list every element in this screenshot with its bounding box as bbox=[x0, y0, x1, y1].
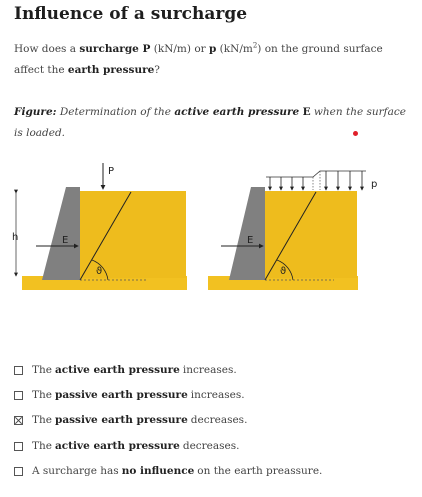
angle-label-right: ϑ bbox=[280, 266, 287, 277]
option-text-pre: The bbox=[32, 389, 52, 401]
option-text-post: decreases. bbox=[190, 414, 248, 426]
distributed-load-line bbox=[266, 171, 366, 177]
caption-label: Figure: bbox=[14, 106, 57, 118]
option-text-post: on the earth preassure. bbox=[197, 465, 323, 477]
caption-part: Determination of the bbox=[56, 106, 175, 118]
angle-label-left: ϑ bbox=[96, 266, 103, 277]
option-checkbox[interactable] bbox=[14, 467, 23, 476]
diagram-surcharge-P bbox=[12, 163, 187, 290]
height-label: h bbox=[12, 232, 19, 243]
option-text-pre: A surcharge has bbox=[32, 465, 119, 477]
question-part: (kN/m) or bbox=[150, 43, 209, 55]
caption-bold-active: active earth pressure bbox=[174, 106, 300, 118]
force-label-right: E bbox=[247, 235, 254, 246]
option-text-pre: The bbox=[32, 364, 52, 376]
answer-option[interactable] bbox=[14, 362, 237, 378]
question-bold-p: p bbox=[209, 43, 217, 55]
caption-part: when the surface is loaded. bbox=[14, 106, 406, 139]
retaining-wall-left bbox=[42, 187, 80, 280]
question-bold-earth-pressure: earth pressure bbox=[67, 64, 155, 76]
page-title: Influence of a surcharge bbox=[14, 4, 248, 24]
option-text-post: increases. bbox=[190, 389, 245, 401]
option-text-bold: no influence bbox=[121, 465, 195, 477]
option-checkbox[interactable] bbox=[14, 366, 23, 375]
option-text-bold: active earth pressure bbox=[54, 364, 180, 376]
option-checkbox[interactable] bbox=[14, 391, 23, 400]
question-text bbox=[14, 39, 414, 81]
soil-right bbox=[265, 191, 357, 278]
question-part: (kN/m bbox=[216, 43, 253, 55]
distributed-load-label: p bbox=[371, 179, 378, 190]
diagram-surcharge-p bbox=[208, 171, 377, 290]
answer-option[interactable] bbox=[14, 463, 322, 479]
question-part: ? bbox=[154, 64, 160, 76]
red-dot-marker bbox=[353, 131, 358, 136]
option-checkbox[interactable] bbox=[14, 416, 23, 425]
answer-option[interactable] bbox=[14, 412, 247, 428]
option-text-bold: active earth pressure bbox=[54, 440, 180, 452]
question-superscript: 2 bbox=[252, 41, 258, 50]
caption-bold-e: E bbox=[302, 106, 311, 118]
soil-left bbox=[80, 191, 186, 278]
point-load-label: P bbox=[108, 166, 115, 177]
option-checkbox[interactable] bbox=[14, 442, 23, 451]
question-bold-surcharge: surcharge P bbox=[79, 43, 151, 55]
option-text-pre: The bbox=[32, 414, 52, 426]
option-text-post: increases. bbox=[182, 364, 237, 376]
option-text-bold: passive earth pressure bbox=[54, 414, 188, 426]
retaining-wall-right bbox=[229, 187, 265, 280]
option-text-pre: The bbox=[32, 440, 52, 452]
force-label-left: E bbox=[62, 235, 69, 246]
figure-caption bbox=[14, 102, 414, 144]
option-text-post: decreases. bbox=[182, 440, 240, 452]
question-part: How does a bbox=[14, 43, 80, 55]
question-part: ) on the ground surface affect the bbox=[14, 43, 383, 76]
earth-pressure-figure bbox=[0, 150, 422, 300]
answer-option[interactable] bbox=[14, 387, 245, 403]
distributed-load-arrows bbox=[270, 171, 362, 190]
option-text-bold: passive earth pressure bbox=[54, 389, 188, 401]
answer-option[interactable] bbox=[14, 438, 239, 454]
